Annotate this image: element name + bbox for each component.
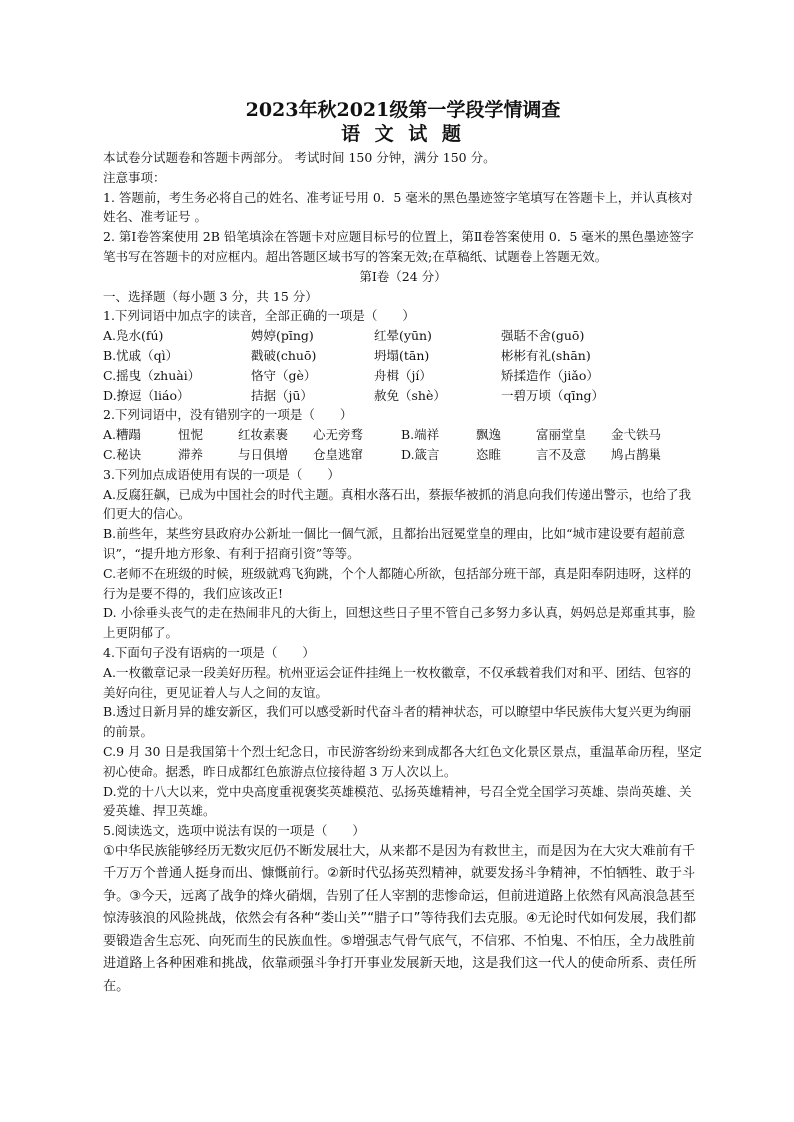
notes-label: 注意事项：	[103, 169, 166, 185]
q4-option-d: D.党的十八大以来，党中央高度重视褒奖英雄模范、弘扬英雄精神，号召全党全国学习英雄、崇尚英雄、关爱英雄、捍卫英雄。	[103, 783, 692, 819]
q3-stem: 3.下列加点成语使用有误的一项是（ ）	[103, 466, 340, 482]
q2-options-cd: C.秘诀 滞养 与日俱增 仓皇逃窜 D.箴言 恣睢 言不及意 鸠占鹊巢	[103, 446, 662, 462]
q3-option-a: A.反腐狂飙，已成为中国社会的时代主题。真相水落石出，蔡振华被抓的消息向我们传递出警示，也给了我们更大的信心。	[103, 486, 692, 522]
intro-line: 本试卷分试题卷和答题卡两部分。 考试时间 150 分钟，满分 150 分。	[103, 150, 496, 165]
q4-stem: 4.下面句子没有语病的一项是（ ）	[103, 644, 315, 660]
exam-page	[103, 98, 703, 998]
part-heading: 一、选择题（每小题 3 分，共 15 分）	[103, 288, 318, 304]
q1-option-b: B.忧戚（qì） 戳破(chuō) 坍塌(tān) 彬彬有礼(shān)	[103, 347, 591, 363]
exam-subtitle: 语 文 试 题	[341, 123, 465, 145]
q1-option-d: D.撩逗（liáo） 拮据（jū） 赦免（shè） 一碧万顷（qīng）	[103, 387, 605, 403]
q1-option-c: C.摇曳（zhuài） 恪守（gè） 舟楫（jí） 矫揉造作（jiǎo）	[103, 367, 599, 383]
q1-stem: 1.下列词语中加点字的读音，全部正确的一项是（ ）	[103, 308, 415, 324]
q4-option-a: A.一枚徽章记录一段美好历程。杭州亚运会证件挂绳上一枚枚徽章，不仅承载着我们对和平、团结、包容的美好向往，更见证着人与人之间的友谊。	[103, 664, 692, 700]
q5-passage: ①中华民族能够经历无数灾厄仍不断发展壮大，从来都不是因为有救世主，而是因为在大灾大难前有千千万万个普通人挺身而出、慷慨前行。②新时代弘扬英烈精神，就要发扬斗争精神，不怕牺牲、敢于斗争。③今天，远离了战争的烽火硝烟，告别了任人宰割的悲惨命运，但前进道路上依然有风高浪急甚至惊涛骇浪的风险挑战，依然会有各种“娄山关”“腊子口”等待我们去克服。④无论时代如何发展，我们都要锻造舍生忘死、向死而生的民族血性。⑤增强志气骨气底气，不信邪、不怕鬼、不怕压，全力战胜前进道路上各种困难和挑战，依靠顽强斗争打开事业发展新天地，这是我们这一代人的使命所系、责任所在。	[103, 843, 697, 994]
q2-options-ab: A.糟蹋 忸怩 红妆素裹 心无旁骛 B.端祥 飘逸 富丽堂皇 金弋铁马	[103, 427, 662, 443]
exam-title: 2023年秋2021级第一学段学情调查	[245, 99, 561, 121]
q5-stem: 5.阅读选文，选项中说法有误的一项是（ ）	[103, 823, 365, 839]
section-label: 第Ⅰ卷（24 分）	[359, 268, 447, 284]
q2-stem: 2.下列词语中，没有错别字的一项是（ ）	[103, 407, 353, 423]
q1-option-a: A.凫水(fú) 娉婷(pīng) 红晕(yūn) 强聒不舍(guō)	[103, 328, 585, 344]
q3-option-c: C.老师不在班级的时候，班级就鸡飞狗跳，个个人都随心所欲，包括部分班干部，真是阳奉阴违呀，这样的行为是要不得的，我们应该改正!	[103, 565, 692, 601]
q3-option-b: B.前些年，某些穷县政府办公新址一個比一個气派，且都抬出冠冕堂皇的理由，比如“城市建设要有超前意识”，“提升地方形象、有利于招商引资”等等。	[103, 526, 686, 561]
q4-option-c: C.9 月 30 日是我国第十个烈士纪念日，市民游客纷纷来到成都各大红色文化景区景点，重温革命历程，坚定初心使命。据悉，昨日成都红色旅游点位接待超 3 万人次以上。	[103, 743, 702, 779]
note-2: 2. 第Ⅰ卷答案使用 2B 铅笔填涂在答题卡对应题目标号的位置上，第Ⅱ卷答案使用 0．5 毫米的黑色墨迹签字笔书写在答题卡的对应框内。超出答题区域书写的答案无效;在草稿纸、试题卷上答题无效。	[103, 229, 694, 264]
q3-option-d: D. 小徐垂头丧气的走在热闹非凡的大街上，回想这些日子里不管自己多努力多认真，妈妈总是郑重其事，脸上更阴郁了。	[103, 605, 696, 641]
note-1: 1. 答题前，考生务必将自己的姓名、准考证号用 0．5 毫米的黑色墨迹签字笔填写在答题卡上，并认真核对姓名、准考证号 。	[103, 189, 693, 225]
q4-option-b: B.透过日新月异的雄安新区，我们可以感受新时代奋斗者的精神状态，可以瞭望中华民族伟大复兴更为绚丽的前景。	[103, 704, 692, 740]
